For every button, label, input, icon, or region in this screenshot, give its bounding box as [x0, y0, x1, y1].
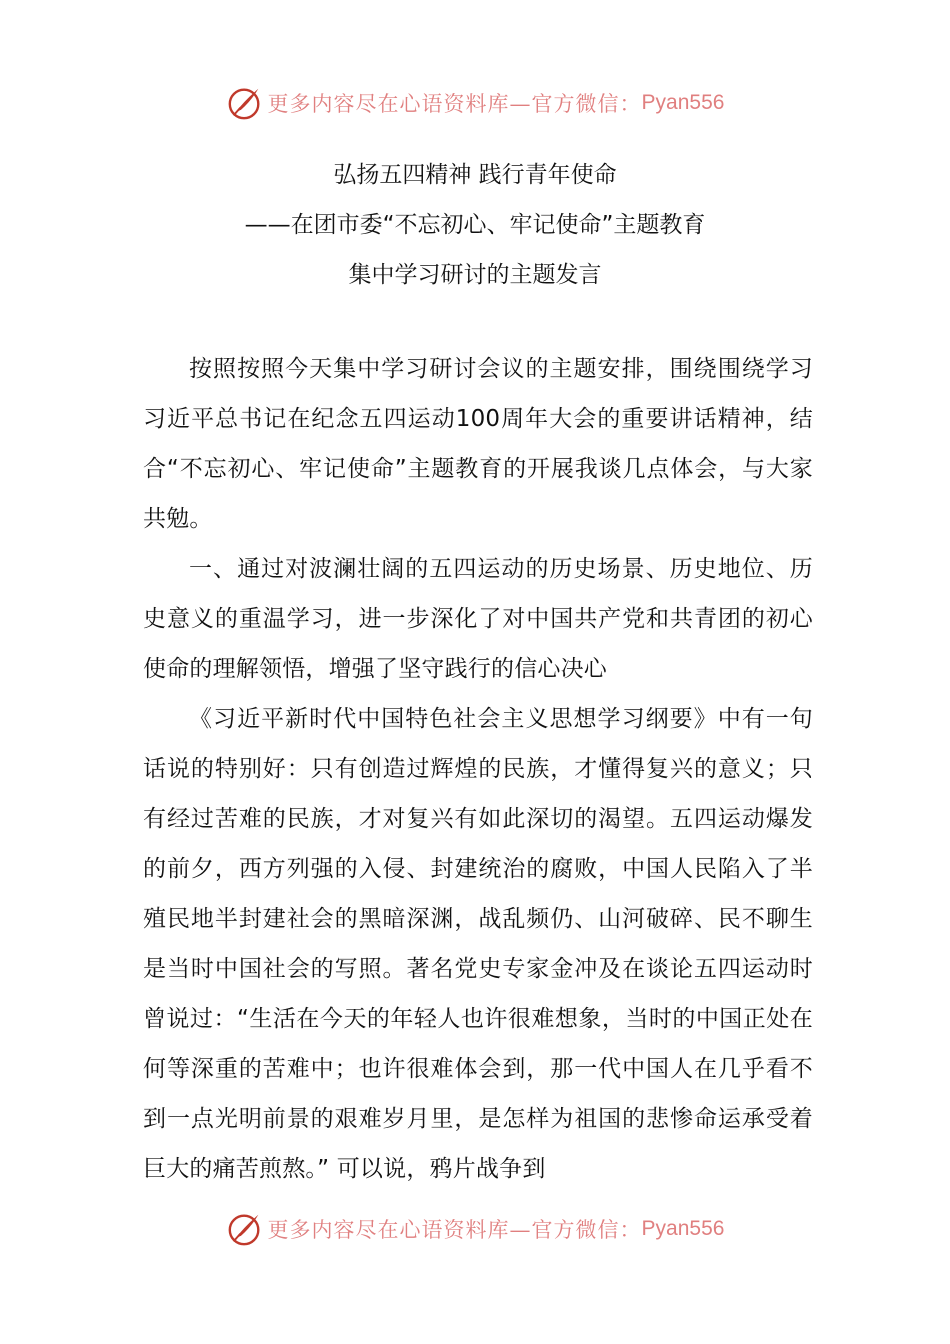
title-subtitle: ——在团市委“不忘初心、牢记使命”主题教育	[244, 212, 706, 238]
watermark-header	[0, 83, 950, 123]
paragraph-intro: 按照按照今天集中学习研讨会议的主题安排，围绕围绕学习习近平总书记在纪念五四运动100周年大会的重要讲话精神，结合“不忘初心、牢记使命”主题教育的开展我谈几点体会，与大家共勉。	[143, 356, 813, 532]
title-subtitle-2: 集中学习研讨的主题发言	[348, 262, 602, 288]
quill-logo-icon	[226, 84, 264, 122]
paragraph-body: 《习近平新时代中国特色社会主义思想学习纲要》中有一句话说的特别好：只有创造过辉煌的民族，才懂得复兴的意义；只有经过苦难的民族，才对复兴有如此深切的渴望。五四运动爆发的前夕，西方列强的入侵、封建统治的腐败，中国人民陷入了半殖民地半封建社会的黑暗深渊，战乱频仍、山河破碎、民不聊生是当时中国社会的写照。著名党史专家金冲及在谈论五四运动时曾说过：“生活在今天的年轻人也许很难想象，当时的中国正处在何等深重的苦难中；也许很难体会到，那一代中国人在几乎看不到一点光明前景的艰难岁月里，是怎样为祖国的悲惨命运承受着巨大的痛苦煎熬。” 可以说，鸦片战争到	[143, 706, 813, 1182]
document-body	[143, 344, 813, 1194]
section-heading-1: 一、通过对波澜壮阔的五四运动的历史场景、历史地位、历史意义的重温学习，进一步深化了对中国共产党和共青团的初心使命的理解领悟，增强了坚守践行的信心决心	[143, 556, 813, 682]
watermark-text: 更多内容尽在心语资料库—官方微信：	[267, 92, 642, 116]
quill-logo-icon	[226, 1210, 264, 1248]
title-main: 弘扬五四精神 践行青年使命	[333, 162, 617, 188]
document-title	[0, 150, 950, 300]
watermark-footer	[0, 1209, 950, 1249]
watermark-id: Pyan556	[641, 91, 725, 114]
watermark-text: 更多内容尽在心语资料库—官方微信：	[267, 1218, 642, 1242]
watermark-id: Pyan556	[641, 1217, 725, 1240]
